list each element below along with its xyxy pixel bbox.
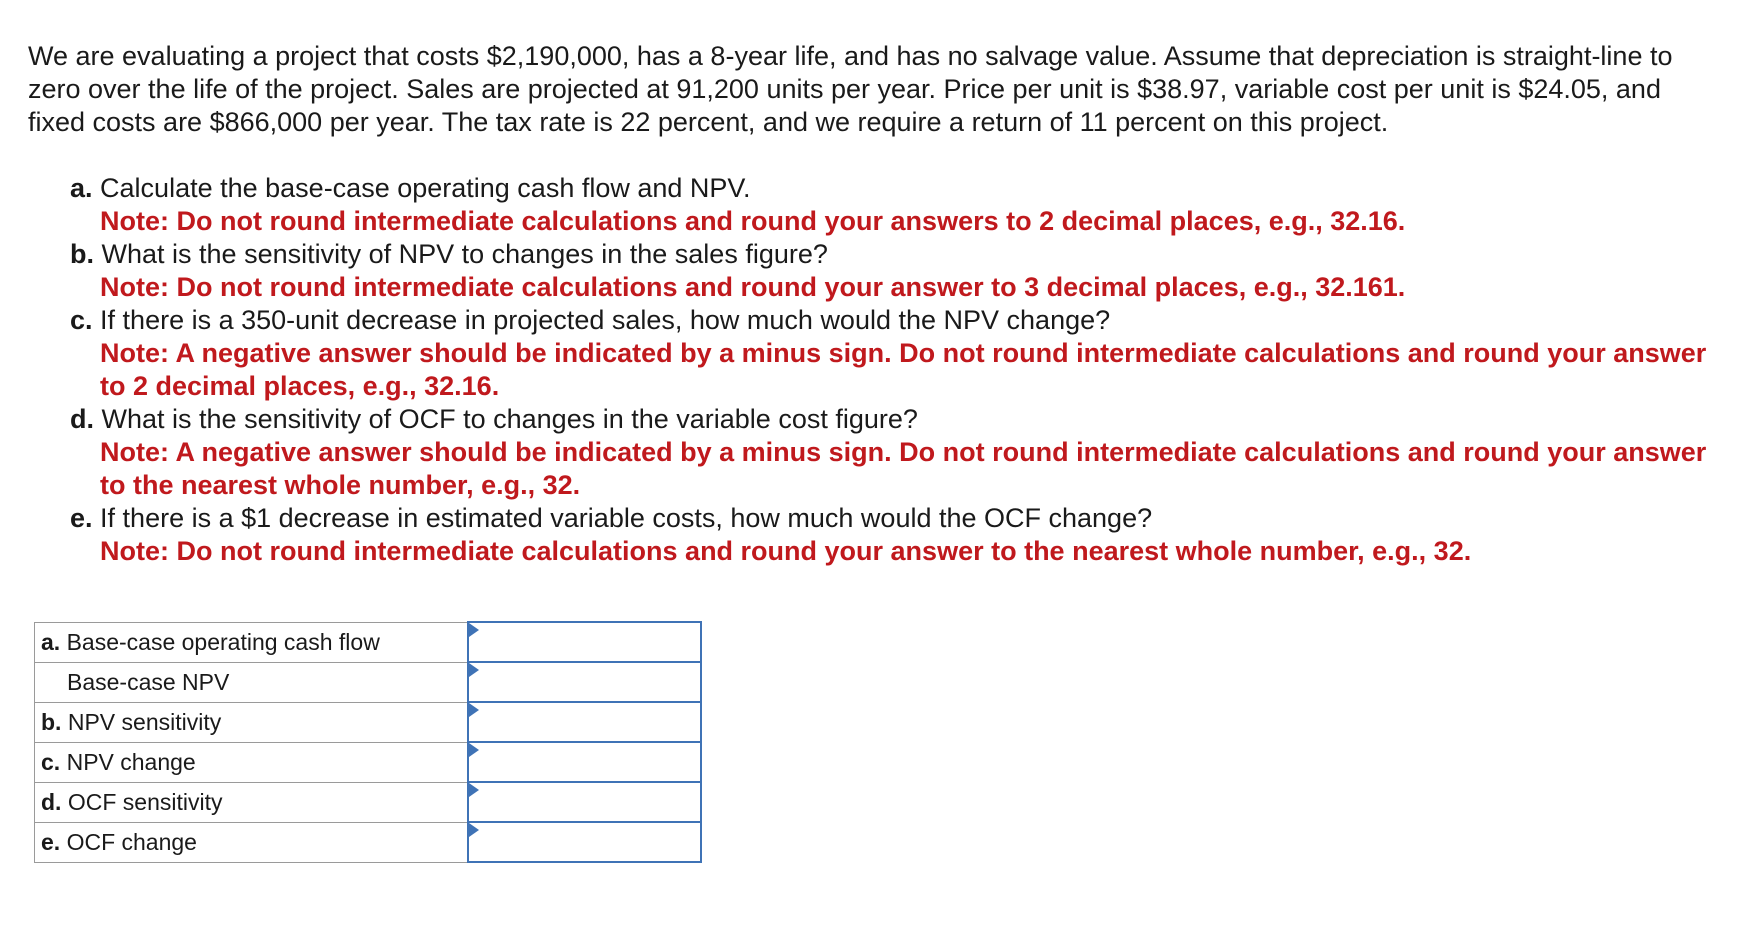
- question-list: [70, 172, 1710, 568]
- question-b: [70, 238, 1710, 271]
- answer-cell: [468, 622, 701, 662]
- row-label: [35, 782, 468, 822]
- question-letter: c.: [70, 305, 93, 335]
- npv-sensitivity-input[interactable]: [469, 703, 700, 741]
- question-a: [70, 172, 1710, 205]
- answer-cell: [468, 822, 701, 862]
- answer-cell: [468, 782, 701, 822]
- table-row: [35, 822, 701, 862]
- row-label-text: NPV change: [66, 748, 196, 775]
- row-label-text: OCF sensitivity: [67, 788, 223, 815]
- input-flag-icon: [469, 663, 479, 677]
- row-letter: b.: [41, 708, 62, 735]
- row-label-text: OCF change: [66, 828, 197, 855]
- input-flag-icon: [469, 623, 479, 637]
- answer-cell: [468, 702, 701, 742]
- question-letter: d.: [70, 404, 94, 434]
- table-row: [35, 622, 701, 662]
- question-letter: a.: [70, 173, 93, 203]
- answer-cell: [468, 662, 701, 702]
- base-case-ocf-input[interactable]: [469, 623, 700, 661]
- row-letter: d.: [41, 788, 62, 815]
- table-row: [35, 742, 701, 782]
- ocf-sensitivity-input[interactable]: [469, 783, 700, 821]
- row-label: [35, 662, 468, 702]
- question-c-note: Note: A negative answer should be indicated by a minus sign. Do not round intermediate calculations and round your answer to 2 decimal places, e.g., 32.16.: [100, 338, 1707, 401]
- question-d: [70, 403, 1710, 436]
- row-letter: a.: [41, 628, 61, 655]
- row-letter: e.: [41, 828, 61, 855]
- table-row: [35, 702, 701, 742]
- question-text: What is the sensitivity of OCF to changes in the variable cost figure?: [101, 404, 918, 434]
- row-label: [35, 742, 468, 782]
- table-row: [35, 662, 701, 702]
- input-flag-icon: [469, 743, 479, 757]
- input-flag-icon: [469, 823, 479, 837]
- row-label: [35, 622, 468, 662]
- row-label-text: Base-case operating cash flow: [66, 628, 380, 655]
- table-row: [35, 782, 701, 822]
- row-label-text: Base-case NPV: [67, 668, 230, 695]
- ocf-change-input[interactable]: [469, 823, 700, 861]
- input-flag-icon: [469, 783, 479, 797]
- question-a-note: Note: Do not round intermediate calculations and round your answers to 2 decimal places, e.g., 32.16.: [100, 206, 1406, 236]
- answer-table: [34, 621, 702, 863]
- base-case-npv-input[interactable]: [469, 663, 700, 701]
- question-text: If there is a 350-unit decrease in projected sales, how much would the NPV change?: [100, 305, 1111, 335]
- row-label: [35, 822, 468, 862]
- question-e: [70, 502, 1710, 535]
- answer-cell: [468, 742, 701, 782]
- row-label: [35, 702, 468, 742]
- question-d-note: Note: A negative answer should be indicated by a minus sign. Do not round intermediate calculations and round your answer to the nearest whole number, e.g., 32.: [100, 437, 1707, 500]
- question-text: Calculate the base-case operating cash flow and NPV.: [100, 173, 751, 203]
- question-text: What is the sensitivity of NPV to changes in the sales figure?: [101, 239, 828, 269]
- question-e-note: Note: Do not round intermediate calculations and round your answer to the nearest whole number, e.g., 32.: [100, 536, 1472, 566]
- question-letter: e.: [70, 503, 93, 533]
- question-letter: b.: [70, 239, 94, 269]
- npv-change-input[interactable]: [469, 743, 700, 781]
- row-label-text: NPV sensitivity: [67, 708, 222, 735]
- question-b-note: Note: Do not round intermediate calculations and round your answer to 3 decimal places, e.g., 32.161.: [100, 272, 1406, 302]
- problem-statement: We are evaluating a project that costs $2,190,000, has a 8-year life, and has no salvage value. Assume that depreciation is straight-line to zero over the life of the project. Sales are projected at 91,200 units per year. Price per unit is $38.97, variable cost per unit is $24.05, and fixed costs are $866,000 per year. The tax rate is 22 percent, and we require a return of 11 percent on this project.: [28, 41, 1673, 137]
- question-c: [70, 304, 1710, 337]
- row-letter: c.: [41, 748, 61, 775]
- question-text: If there is a $1 decrease in estimated variable costs, how much would the OCF change?: [100, 503, 1153, 533]
- input-flag-icon: [469, 703, 479, 717]
